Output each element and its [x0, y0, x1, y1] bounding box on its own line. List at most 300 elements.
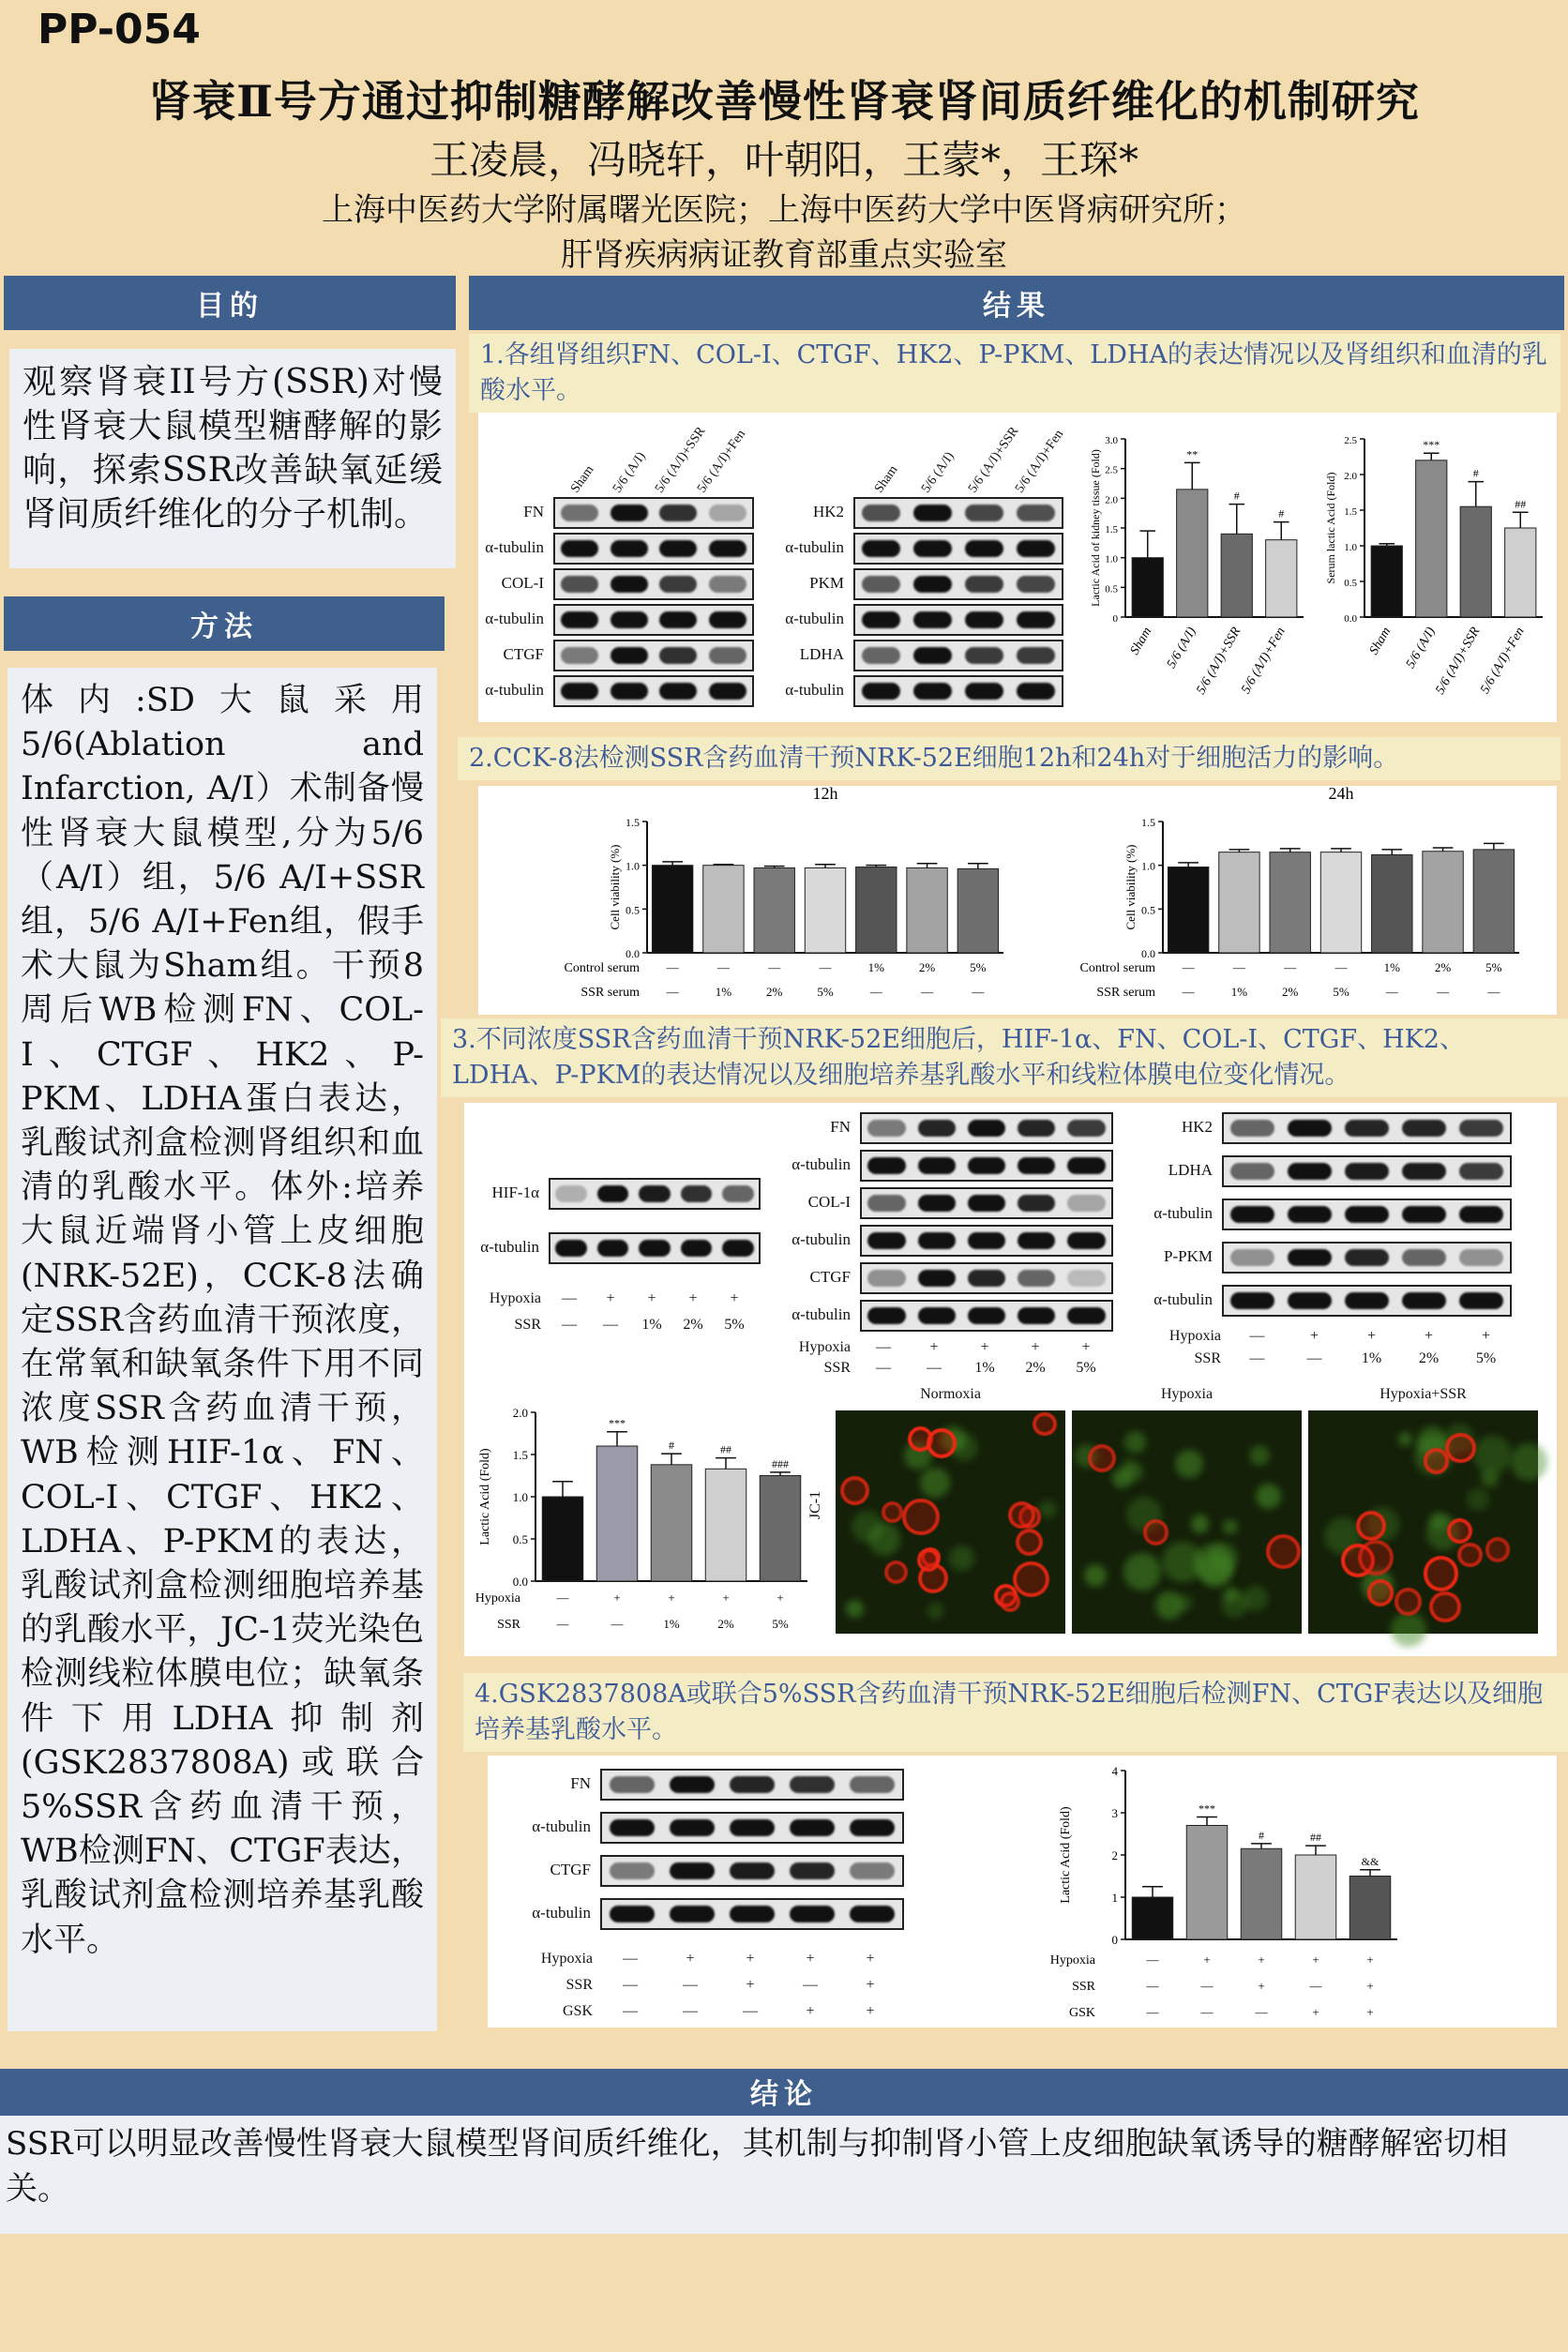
authors: 王凌晨，冯晓轩，叶朝阳，王蒙*，王琛*	[429, 137, 1138, 183]
condition-value: —	[623, 1977, 638, 1993]
condition-value: —	[1146, 1979, 1159, 1993]
blot-hif1a	[464, 1131, 764, 1333]
blot-band	[862, 576, 901, 593]
blot-band	[1067, 1157, 1105, 1174]
condition-value: 5%	[1333, 985, 1349, 999]
y-tick-label: 0	[1111, 1933, 1118, 1947]
blot-lane-label: 5/6 (A/I)	[919, 449, 957, 496]
blot-band	[611, 611, 648, 628]
chart-cell-lactate-gsk	[1032, 1756, 1547, 2028]
bar	[1132, 1897, 1173, 1939]
blot-gsk	[488, 1756, 957, 2028]
y-tick-label: 1.0	[626, 859, 640, 873]
jc1-red-signal	[1008, 1501, 1035, 1529]
significance-label: ***	[1423, 438, 1440, 452]
condition-label: Hypoxia	[1168, 1328, 1221, 1344]
blot-band	[1017, 611, 1056, 628]
jc1-label-hypoxia-ssr: Hypoxia+SSR	[1380, 1386, 1467, 1402]
condition-value: 1%	[641, 1317, 662, 1333]
blot-band	[790, 1862, 836, 1879]
blot-lane-label: 5/6 (A/I)	[611, 449, 649, 496]
significance-label: #	[669, 1439, 674, 1453]
jc1-green-signal	[1511, 1443, 1547, 1480]
y-tick-label: 1.0	[1344, 542, 1357, 553]
y-tick-label: 1.0	[1141, 859, 1155, 873]
condition-value: +	[613, 1591, 621, 1605]
condition-value: +	[647, 1290, 656, 1306]
condition-value: +	[688, 1290, 698, 1306]
blot-glycolysis-cells	[1139, 1103, 1557, 1384]
bar	[1295, 1855, 1336, 1939]
condition-value: +	[668, 1591, 675, 1605]
bar	[805, 867, 845, 953]
y-axis-title: Lactic Acid (Fold)	[478, 1448, 492, 1545]
bar	[542, 1497, 583, 1581]
jc1-red-signal	[1013, 1561, 1049, 1598]
blot-band	[709, 683, 746, 700]
blot-band	[730, 1906, 776, 1922]
condition-value: +	[1366, 2005, 1374, 2019]
blot-band	[670, 1862, 716, 1879]
condition-value: —	[1309, 1979, 1322, 1993]
bar	[1423, 852, 1463, 953]
y-tick-label: 2.5	[1344, 435, 1357, 446]
blot-band	[867, 1270, 905, 1287]
condition-value: +	[1031, 1339, 1040, 1355]
jc1-green-signal	[1221, 1591, 1248, 1618]
blot-band	[610, 1819, 656, 1836]
condition-value: —	[666, 985, 679, 999]
blot-strip	[853, 675, 1063, 707]
blot-strip	[853, 640, 1063, 671]
condition-value: +	[776, 1591, 784, 1605]
jc1-red-signal	[1016, 1529, 1043, 1556]
blot-row-label: COL-I	[807, 1193, 851, 1211]
blot-strip	[1222, 1242, 1512, 1274]
blot-band	[610, 1906, 656, 1922]
chart-title: 24h	[1328, 786, 1354, 803]
blot-band	[1018, 1157, 1055, 1174]
blot-band	[561, 683, 598, 700]
condition-value: —	[556, 1617, 569, 1631]
blot-strip	[549, 1232, 761, 1264]
blot-band	[597, 1185, 629, 1202]
blot-band	[965, 683, 1004, 700]
blot-band	[1017, 505, 1056, 521]
condition-value: +	[1424, 1328, 1434, 1344]
condition-value: —	[666, 960, 679, 974]
y-tick-label: 2.0	[1105, 494, 1118, 506]
blot-strip	[1222, 1285, 1512, 1317]
jc1-red-signal	[1088, 1444, 1116, 1472]
methods-text: 体内:SD大鼠采用5/6(Ablation and Infarction, A/I）术制备慢性肾衰大鼠模型,分为5/6（A/I）组，5/6 A/I+SSR组，5/6 A/I+Fen组，假手术大鼠为Sham组。干预8周后WB检测FN、COL-I、CTGF、HK2、P-PKM、LDHA蛋白表达，乳酸试剂盒检测肾组织和血清的乳酸水平。体外:培养大鼠近端肾小管上皮细胞(NRK-52E)，CCK-8法确定SSR含药血清干预浓度，在常氧和缺氧条件下用不同浓度SSR含药血清干预，WB检测HIF-1α、FN、COL-I、CTGF、HK2、LDHA、P-PKM的表达，乳酸试剂盒检测细胞培养基的乳酸水平，JC-1荧光染色检测线粒体膜电位；缺氧条件下用LDHA抑制剂(GSK2837808A)或联合5%SSR含药血清干预，WB检测FN、CTGF表达，乳酸试剂盒检测培养基乳酸水平。	[8, 668, 437, 2031]
bar	[1186, 1826, 1228, 1940]
blot-strip	[553, 533, 754, 565]
bar	[1219, 852, 1259, 953]
figure-3-panel	[464, 1103, 1557, 1656]
condition-label: GSK	[1068, 2006, 1095, 2020]
bar	[1132, 558, 1163, 617]
blot-band	[1402, 1163, 1445, 1180]
blot-band	[709, 611, 746, 628]
condition-value: +	[606, 1290, 615, 1306]
y-tick-label: 2	[1111, 1848, 1118, 1862]
bar	[1371, 546, 1402, 617]
condition-value: —	[623, 2003, 638, 2019]
bar	[1473, 850, 1514, 953]
condition-value: —	[803, 1977, 818, 1993]
blot-row-label: P-PKM	[1164, 1247, 1213, 1265]
blot-band	[659, 540, 697, 557]
blot-band	[1230, 1292, 1274, 1309]
blot-band	[968, 1270, 1005, 1287]
condition-label: SSR serum	[580, 986, 640, 1000]
blot-band	[862, 683, 901, 700]
y-axis-title: Cell viability (%)	[608, 844, 622, 930]
blot-strip	[853, 604, 1063, 636]
blot-band	[1345, 1120, 1388, 1137]
condition-value: 5%	[970, 960, 987, 974]
condition-value: —	[1146, 1952, 1159, 1967]
y-tick-label: 1.5	[1344, 506, 1357, 518]
blot-row-label: α-tubulin	[485, 610, 544, 627]
condition-value: 1%	[867, 960, 884, 974]
blot-row-label: α-tubulin	[1153, 1204, 1213, 1222]
jc1-image-hypoxia-ssr	[1308, 1410, 1538, 1634]
jc1-red-signal	[1033, 1412, 1056, 1436]
blot-strip	[553, 640, 754, 671]
bar	[856, 867, 897, 953]
objective-heading: 目的	[4, 276, 456, 330]
condition-label: Hypoxia	[798, 1339, 851, 1355]
jc1-red-signal	[1424, 1556, 1459, 1591]
bar	[651, 1465, 692, 1581]
condition-value: —	[683, 1977, 698, 1993]
jc1-side-label: JC-1	[807, 1490, 824, 1520]
blot-band	[611, 683, 648, 700]
blot-band	[1345, 1292, 1388, 1309]
blot-row-label: CTGF	[809, 1268, 851, 1286]
blot-band	[709, 540, 746, 557]
condition-value: —	[876, 1339, 891, 1355]
jc1-green-signal	[868, 1523, 900, 1555]
results-section-4-title: 4.GSK2837808A或联合5%SSR含药血清干预NRK-52E细胞后检测FN、CTGF表达以及细胞培养基乳酸水平。	[463, 1673, 1568, 1752]
condition-value: +	[866, 1951, 875, 1967]
jc1-green-signal	[1391, 1612, 1426, 1648]
blot-lane-label: Sham	[568, 462, 597, 496]
blot-band	[1230, 1206, 1274, 1223]
jc1-green-signal	[1256, 1484, 1281, 1509]
jc1-green-signal	[920, 1468, 950, 1498]
condition-value: —	[623, 1951, 638, 1967]
blot-band	[730, 1862, 776, 1879]
blot-row-label: α-tubulin	[485, 681, 544, 699]
blot-band	[681, 1185, 713, 1202]
blot-row-label: α-tubulin	[532, 1817, 591, 1835]
significance-label: ##	[720, 1442, 731, 1456]
significance-label: ***	[1199, 1802, 1215, 1816]
jc1-green-signal	[1176, 1594, 1193, 1611]
blot-strip	[860, 1150, 1113, 1182]
jc1-red-signal	[884, 1560, 908, 1584]
jc1-green-signal	[1467, 1488, 1489, 1511]
condition-value: 2%	[1282, 985, 1299, 999]
blot-row-label: α-tubulin	[485, 538, 544, 556]
y-tick-label: 1.0	[1105, 553, 1118, 565]
blot-band	[968, 1157, 1005, 1174]
condition-value: +	[746, 1951, 755, 1967]
blot-band	[555, 1185, 587, 1202]
condition-value: +	[980, 1339, 989, 1355]
y-tick-label: 0.5	[1344, 578, 1357, 589]
significance-label: ***	[609, 1416, 626, 1430]
bar	[652, 866, 692, 953]
blot-band	[1230, 1120, 1274, 1137]
blot-band	[850, 1862, 896, 1879]
condition-value: +	[806, 2003, 815, 2019]
blot-band	[965, 611, 1004, 628]
blot-band	[1288, 1292, 1331, 1309]
blot-band	[670, 1776, 716, 1793]
blot-band	[913, 611, 953, 628]
blot-strip	[860, 1225, 1113, 1257]
significance-label: #	[1472, 466, 1479, 480]
blot-band	[1018, 1270, 1055, 1287]
blot-band	[1018, 1307, 1055, 1324]
bar	[1177, 490, 1208, 617]
y-tick-label: 0.0	[626, 947, 640, 960]
significance-label: #	[1233, 489, 1240, 503]
significance-label: &&	[1361, 1854, 1380, 1868]
blot-band	[850, 1819, 896, 1836]
condition-label: SSR	[514, 1317, 541, 1333]
y-tick-label: 0.5	[626, 903, 640, 917]
blot-band	[1067, 1270, 1105, 1287]
significance-label: #	[1278, 506, 1285, 520]
condition-value: 5%	[772, 1617, 789, 1631]
condition-label: SSR	[1194, 1350, 1221, 1366]
x-tick-label: 5/6 (A/I)+Fen	[1239, 625, 1289, 697]
jc1-figure	[802, 1384, 1552, 1656]
blot-band	[611, 505, 648, 521]
condition-label: SSR	[1072, 1980, 1095, 1994]
jc1-red-signal	[1457, 1543, 1482, 1567]
bar	[760, 1476, 801, 1582]
condition-value: +	[929, 1339, 939, 1355]
blot-band	[913, 576, 953, 593]
blot-band	[1402, 1206, 1445, 1223]
y-tick-label: 0.0	[1344, 613, 1357, 625]
blot-band	[610, 1776, 656, 1793]
blot-band	[610, 1862, 656, 1879]
y-axis-title: Serum lactic Acid (Fold)	[1324, 472, 1337, 584]
x-tick-label: 5/6 (A/I)+Fen	[1478, 625, 1528, 697]
bar	[1266, 540, 1297, 617]
blot-band	[913, 683, 953, 700]
chart-kidney-lactate	[1078, 413, 1313, 722]
condition-value: 1%	[663, 1617, 680, 1631]
blot-strip	[600, 1855, 904, 1887]
blot-lane-label: 5/6 (A/I)+Fen	[695, 427, 749, 496]
blot-row-label: α-tubulin	[785, 681, 844, 699]
blot-strip	[853, 497, 1063, 529]
blot-band	[913, 540, 953, 557]
y-tick-label: 2.5	[1105, 464, 1118, 476]
condition-label: Control serum	[564, 961, 640, 975]
condition-value: 2%	[717, 1617, 734, 1631]
chart-cck8-24h	[1032, 786, 1519, 1007]
y-tick-label: 2.0	[512, 1406, 528, 1420]
blot-band	[1288, 1120, 1331, 1137]
condition-value: +	[722, 1591, 730, 1605]
condition-label: Hypoxia	[475, 1591, 520, 1606]
jc1-label-hypoxia: Hypoxia	[1160, 1386, 1214, 1402]
condition-value: +	[1366, 1979, 1374, 1993]
y-tick-label: 0	[1112, 613, 1118, 625]
objective-text: 观察肾衰II号方(SSR)对慢性肾衰大鼠模型糖酵解的影响，探索SSR改善缺氧延缓肾间质纤维化的分子机制。	[9, 349, 456, 568]
jc1-green-signal	[949, 1545, 974, 1571]
jc1-red-signal	[902, 1499, 939, 1535]
blot-band	[1230, 1163, 1274, 1180]
blot-band	[867, 1157, 905, 1174]
condition-value: —	[927, 1360, 942, 1376]
jc1-green-signal	[1191, 1515, 1210, 1533]
jc1-green-signal	[1162, 1542, 1203, 1583]
condition-value: —	[1385, 985, 1398, 999]
condition-value: +	[866, 1977, 875, 1993]
y-tick-label: 1.5	[512, 1448, 528, 1462]
condition-value: —	[1249, 1350, 1265, 1366]
y-tick-label: 1	[1111, 1891, 1118, 1905]
blot-band	[862, 540, 901, 557]
condition-value: —	[1334, 960, 1348, 974]
blot-row-label: CTGF	[503, 645, 544, 663]
jc1-green-signal	[1084, 1564, 1107, 1587]
blot-band	[968, 1232, 1005, 1249]
condition-value: —	[768, 960, 781, 974]
jc1-green-signal	[1398, 1432, 1412, 1446]
blot-band	[1230, 1249, 1274, 1266]
blot-band	[1459, 1120, 1502, 1137]
blot-band	[968, 1120, 1005, 1137]
y-axis-title: Cell viability (%)	[1123, 844, 1138, 930]
condition-value: —	[972, 985, 985, 999]
jc1-green-signal	[1123, 1553, 1160, 1590]
condition-value: 5%	[817, 985, 834, 999]
blot-band	[1017, 576, 1056, 593]
results-heading: 结果	[469, 276, 1564, 330]
condition-value: —	[1232, 960, 1245, 974]
x-tick-label: Sham	[1366, 625, 1395, 657]
jc1-green-signal	[1199, 1554, 1232, 1587]
results-section-3-title: 3.不同浓度SSR含药血清干预NRK-52E细胞后，HIF-1α、FN、COL-Ⅰ、CTGF、HK2、LDHA、P-PKM的表达情况以及细胞培养基乳酸水平和线粒体膜电位变化情况。	[441, 1018, 1568, 1097]
condition-value: 1%	[1230, 985, 1248, 999]
y-tick-label: 2.0	[1344, 471, 1357, 482]
blot-band	[561, 611, 598, 628]
blot-strip	[553, 568, 754, 600]
significance-label: ##	[1515, 497, 1527, 511]
blot-band	[1345, 1206, 1388, 1223]
significance-label: ##	[1310, 1831, 1321, 1845]
x-tick-label: 5/6 (A/I)+SSR	[1433, 625, 1484, 698]
blot-band	[1067, 1195, 1105, 1212]
condition-value: +	[1309, 1328, 1319, 1344]
blot-band	[611, 540, 648, 557]
blot-band	[561, 540, 598, 557]
blot-band	[1345, 1249, 1388, 1266]
condition-value: —	[611, 1617, 624, 1631]
condition-value: +	[746, 1977, 755, 1993]
condition-value: —	[683, 2003, 698, 2019]
condition-label: Hypoxia	[1049, 1953, 1095, 1968]
results-section-1-title: 1.各组肾组织FN、COL-Ⅰ、CTGF、HK2、P-PKM、LDHA的表达情况以及肾组织和血清的乳酸水平。	[469, 334, 1560, 413]
jc1-green-signal	[1124, 1431, 1146, 1453]
blot-band	[709, 647, 746, 664]
bar	[1416, 460, 1447, 617]
significance-label: #	[1259, 1828, 1264, 1842]
blot-band	[1067, 1120, 1105, 1137]
condition-value: 5%	[1485, 960, 1502, 974]
y-tick-label: 0.0	[512, 1575, 528, 1589]
bar	[703, 866, 744, 953]
condition-value: +	[1081, 1339, 1091, 1355]
condition-value: —	[869, 985, 882, 999]
blot-strip	[553, 675, 754, 707]
condition-value: 2%	[683, 1317, 703, 1333]
condition-value: +	[1312, 2005, 1319, 2019]
blot-band	[561, 647, 598, 664]
blot-band	[1402, 1292, 1445, 1309]
bar	[957, 868, 998, 953]
jc1-red-signal	[882, 1501, 903, 1523]
blot-row-label: FN	[570, 1774, 591, 1792]
blot-band	[561, 505, 598, 521]
blot-band	[597, 1240, 629, 1257]
figure-1-panel	[478, 413, 1557, 722]
blot-band	[790, 1776, 836, 1793]
blot-band	[1345, 1163, 1388, 1180]
condition-value: 1%	[974, 1360, 995, 1376]
condition-value: +	[1258, 1979, 1265, 1993]
blot-strip	[860, 1112, 1113, 1144]
condition-value: +	[1366, 1952, 1374, 1967]
blot-strip	[600, 1769, 904, 1801]
jc1-red-signal	[1266, 1534, 1301, 1569]
blot-strip	[553, 497, 754, 529]
blot-band	[1017, 540, 1056, 557]
blot-strip	[1222, 1112, 1512, 1144]
blot-band	[918, 1307, 956, 1324]
blot-band	[862, 611, 901, 628]
condition-value: —	[1146, 2005, 1159, 2019]
jc1-red-signal	[1395, 1588, 1422, 1615]
blot-band	[722, 1240, 754, 1257]
y-axis-title: Lactic Acid of kidney tissue (Fold)	[1089, 449, 1102, 607]
conclusion-heading: 结论	[0, 2069, 1568, 2116]
blot-band	[1459, 1292, 1502, 1309]
blot-strip	[600, 1812, 904, 1844]
jc1-red-signal	[840, 1476, 869, 1505]
condition-value: +	[806, 1951, 815, 1967]
blot-band	[709, 576, 746, 593]
blot-band	[968, 1195, 1005, 1212]
blot-strip	[553, 604, 754, 636]
condition-value: —	[921, 985, 934, 999]
jc1-green-signal	[1123, 1462, 1143, 1482]
blot-row-label: FN	[830, 1118, 851, 1136]
bar	[754, 867, 794, 953]
chart-cell-lactate-ssr	[464, 1397, 811, 1651]
